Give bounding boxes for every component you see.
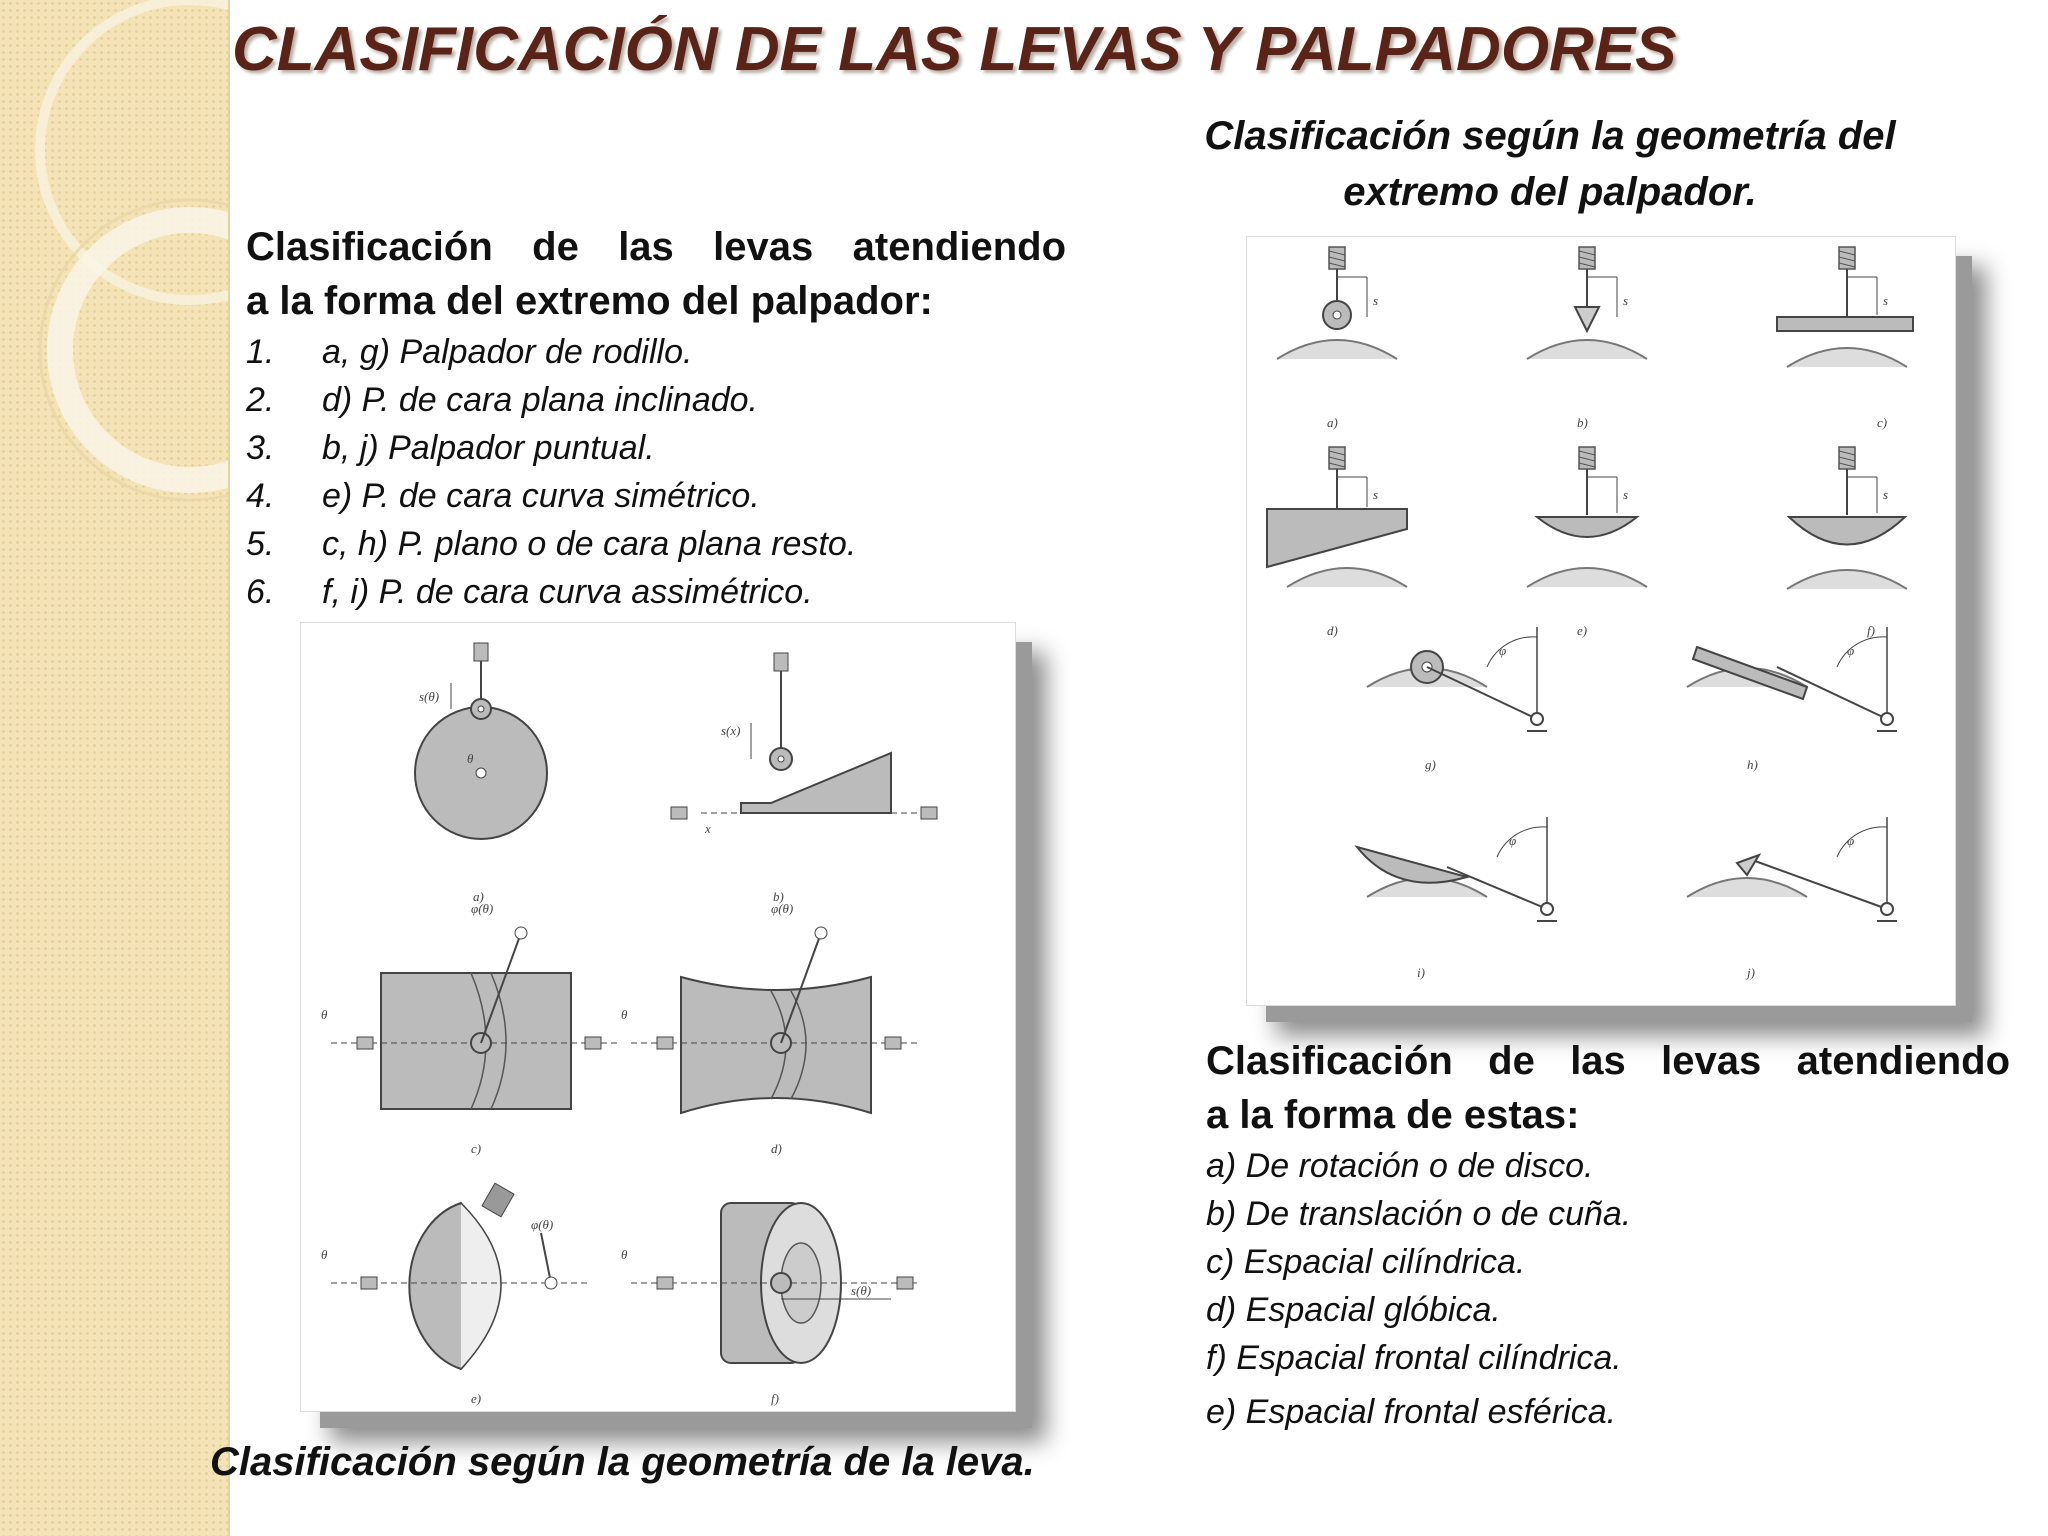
figure-label: a) [1327,415,1338,430]
caption-follower-line1: Clasificación según la geometría del [1204,114,1896,158]
cam-geometry-figure [300,622,1016,1412]
list-item: a) De rotación o de disco. [1206,1147,1594,1185]
figure-label: d) [771,1141,782,1156]
caption-cam-geometry: Clasificación según la geometría de la leva. [210,1440,1035,1484]
svg-text:s: s [1373,293,1379,308]
svg-text:φ(θ): φ(θ) [771,901,794,916]
svg-text:s: s [1373,487,1379,502]
follower-geometry-figure [1246,236,1956,1006]
decorative-rings [0,0,228,520]
svg-text:φ: φ [1847,833,1855,848]
svg-text:s(θ): s(θ) [419,689,440,704]
list-item: 5. c, h) P. plano o de cara plana resto. [246,525,857,563]
svg-text:s(x): s(x) [721,723,741,738]
list-item: e) Espacial frontal esférica. [1206,1393,1617,1431]
svg-text:φ(θ): φ(θ) [531,1217,554,1232]
list-item: b) De translación o de cuña. [1206,1195,1632,1233]
figure-label: e) [471,1391,482,1406]
figure-label: h) [1747,757,1758,772]
svg-text:s: s [1883,293,1889,308]
figure-label: d) [1327,623,1338,638]
list-item: 2. d) P. de cara plana inclinado. [246,381,759,419]
list-item: c) Espacial cilíndrica. [1206,1243,1526,1281]
list-item: 4. e) P. de cara curva simétrico. [246,477,760,515]
list-item: d) Espacial glóbica. [1206,1291,1501,1329]
svg-text:θ: θ [467,751,474,766]
figure-label: j) [1747,965,1755,980]
svg-text:s: s [1623,293,1629,308]
follower-heading-line1: Clasificación de las levas atendiendo [246,225,1066,269]
list-item: 1. a, g) Palpador de rodillo. [246,333,693,371]
follower-classification-block [246,220,1066,616]
svg-text:x: x [705,821,711,836]
figure-label: f) [1867,623,1875,638]
figure-label: e) [1577,623,1588,638]
svg-text:θ: θ [321,1007,328,1022]
svg-text:s(θ): s(θ) [851,1283,872,1298]
cam-list [1206,1142,2010,1436]
svg-text:θ: θ [321,1247,328,1262]
svg-text:φ: φ [1499,643,1507,658]
figure-label: a) [473,889,484,904]
figure-label: i) [1417,965,1425,980]
caption-follower-geometry [1100,108,2000,220]
svg-text:φ: φ [1847,643,1855,658]
follower-list [246,328,1066,616]
slide-title: CLASIFICACIÓN DE LAS LEVAS Y PALPADORES [232,15,1677,84]
svg-text:θ: θ [621,1007,628,1022]
cam-heading-line2: a la forma de estas: [1206,1093,1580,1137]
list-item: 6. f, i) P. de cara curva assimétrico. [246,573,813,611]
cam-heading-line1: Clasificación de las levas atendiendo [1206,1039,2010,1083]
svg-text:φ(θ): φ(θ) [471,901,494,916]
svg-text:θ: θ [621,1247,628,1262]
caption-follower-line2: extremo del palpador. [1343,170,1757,214]
figure-label: g) [1425,757,1436,772]
figure-label: b) [773,889,784,904]
follower-heading-line2: a la forma del extremo del palpador: [246,279,933,323]
svg-text:φ: φ [1509,833,1517,848]
figure-label: f) [771,1391,779,1406]
figure-label: c) [471,1141,482,1156]
cam-shape-block [1206,1034,2010,1436]
svg-text:s: s [1883,487,1889,502]
figure-label: b) [1577,415,1588,430]
svg-text:s: s [1623,487,1629,502]
decorative-sidebar [0,0,230,1536]
list-item: f) Espacial frontal cilíndrica. [1206,1339,1622,1377]
figure-label: c) [1877,415,1888,430]
list-item: 3. b, j) Palpador puntual. [246,429,655,467]
